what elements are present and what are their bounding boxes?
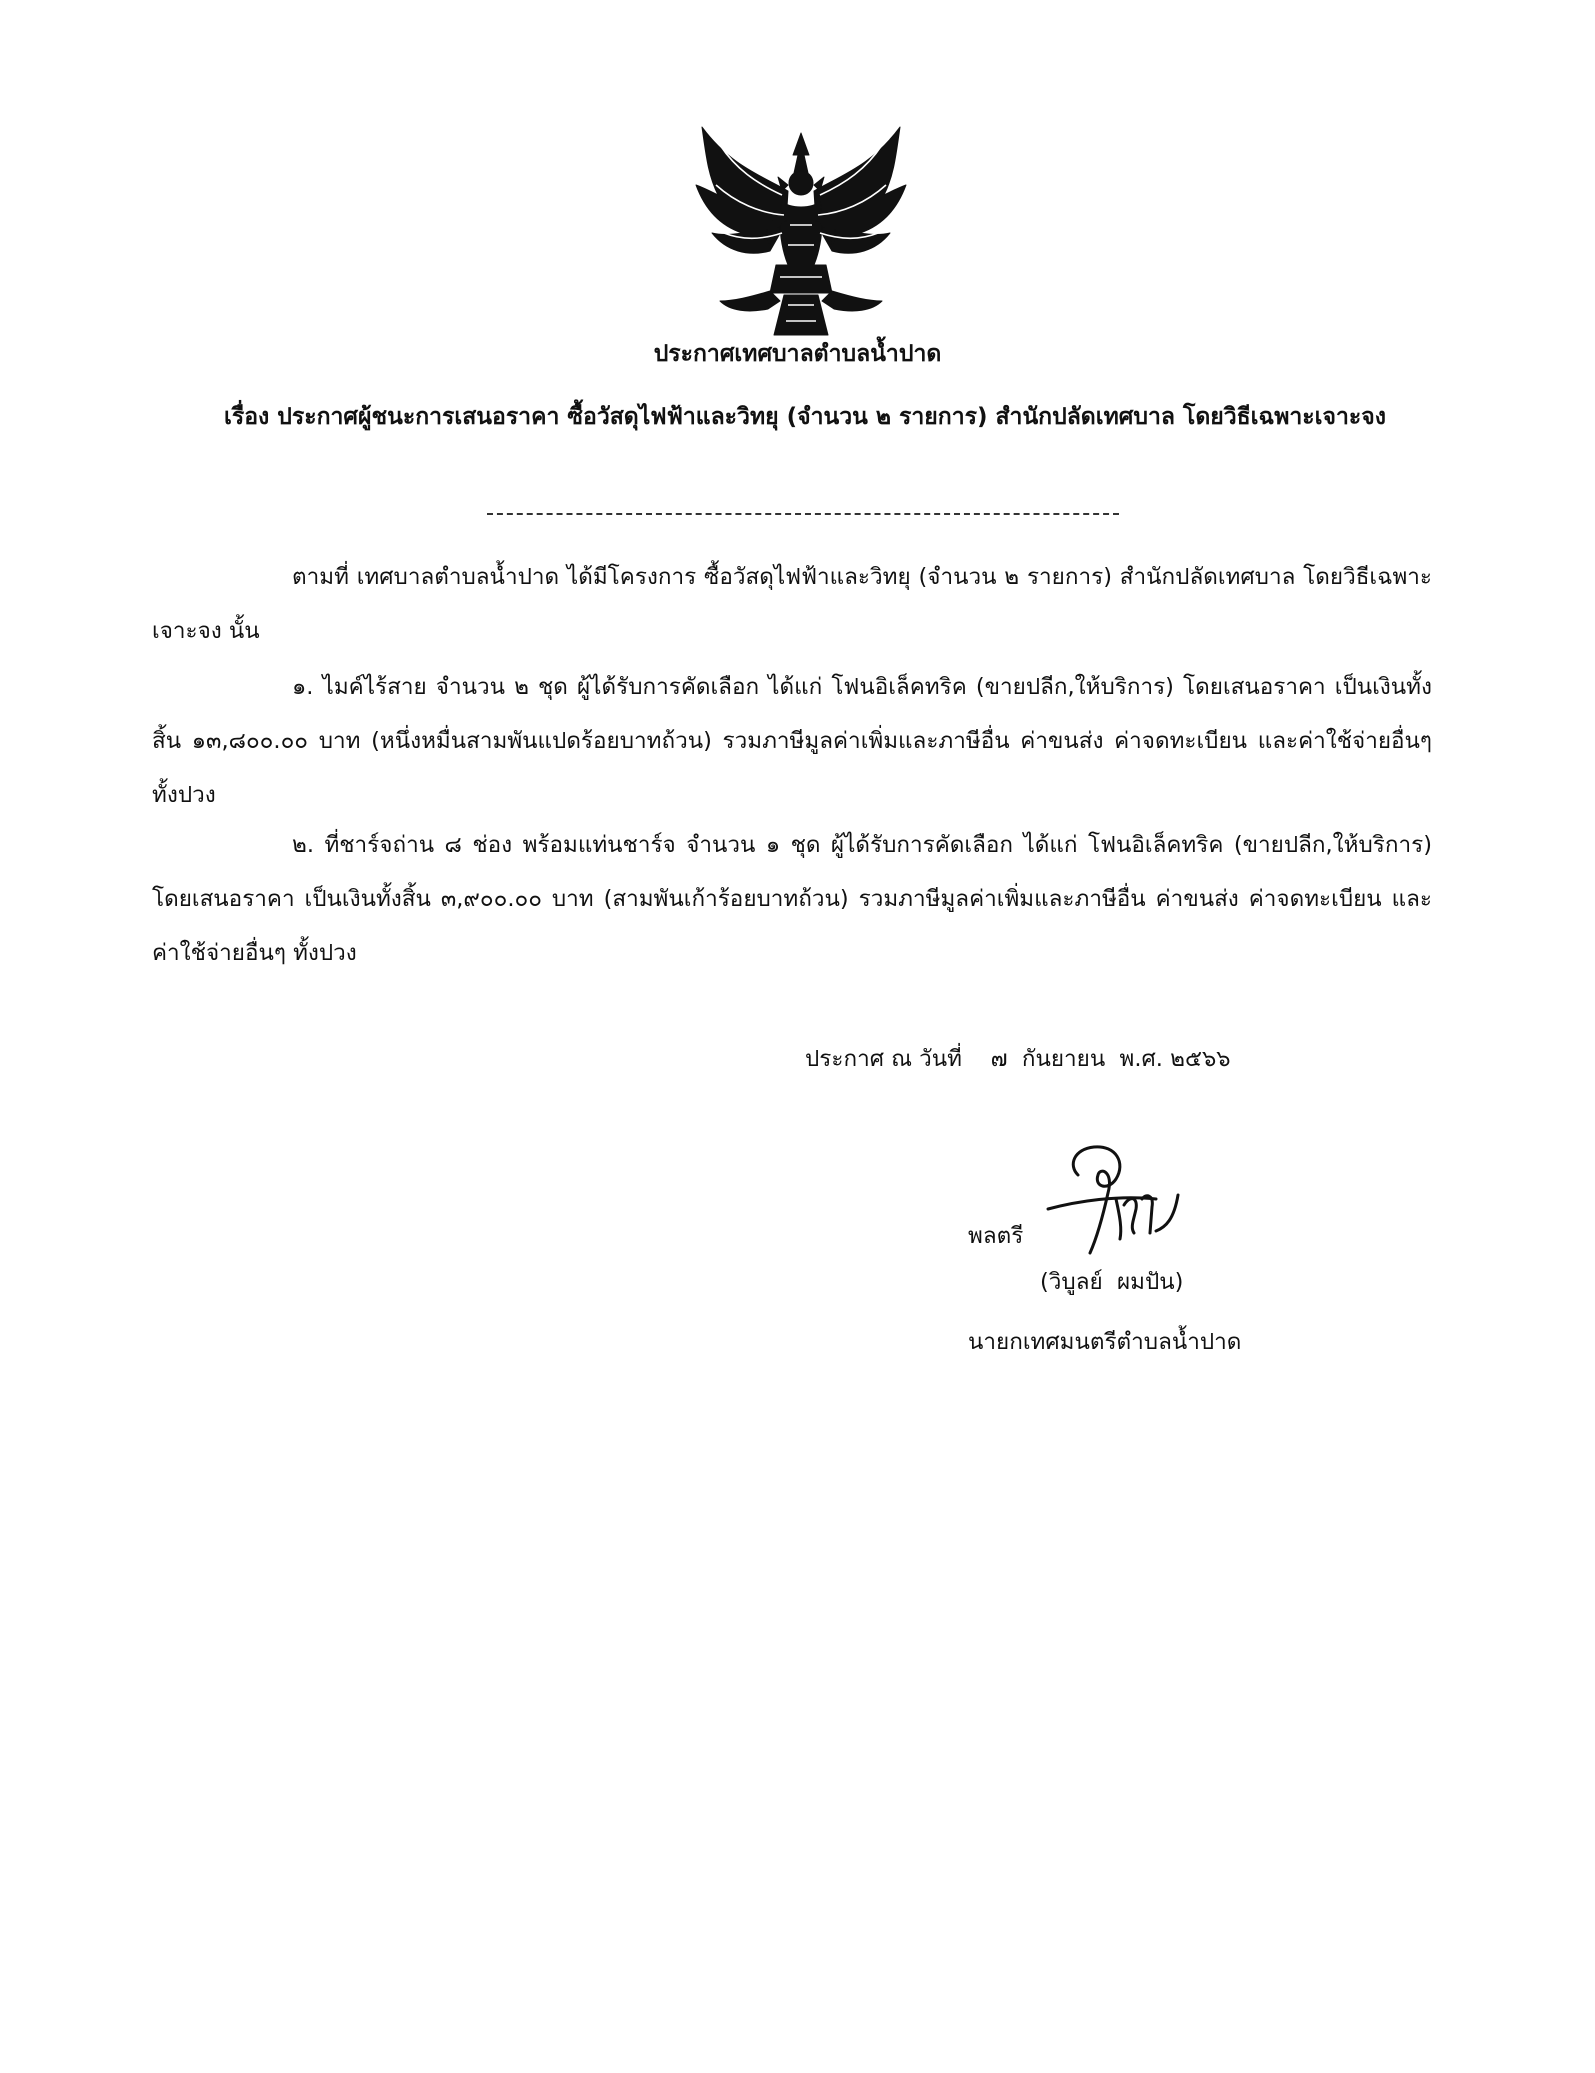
item-paragraph-1: ๑. ไมค์ไร้สาย จำนวน ๒ ชุด ผู้ได้รับการคัดเลือก ได้แก่ โฟนอิเล็คทริค (ขายปลีก,ให้บริการ) โดยเสนอราคา เป็นเงินทั้งสิ้น ๑๓,๘๐๐.๐๐ บาท (หนึ่งหมื่นสามพันแปดร้อยบาทถ้วน) รวมภาษีมูลค่าเพิ่มและภาษีอื่น ค่าขนส่ง ค่าจดทะเบียน และค่าใช้จ่ายอื่นๆ ทั้งปวง xyxy=(152,674,1432,808)
signer-position: นายกเทศมนตรีตำบลน้ำปาด xyxy=(968,1329,1242,1355)
dashed-divider xyxy=(487,513,1119,515)
announcement-date: ประกาศ ณ วันที่ ๗ กันยายน พ.ศ. ๒๕๖๖ xyxy=(805,1046,1231,1072)
item-paragraph-2: ๒. ที่ชาร์จถ่าน ๘ ช่อง พร้อมแท่นชาร์จ จำนวน ๑ ชุด ผู้ได้รับการคัดเลือก ได้แก่ โฟนอิเล็คทริค (ขายปลีก,ให้บริการ) โดยเสนอราคา เป็นเงินทั้งสิ้น ๓,๙๐๐.๐๐ บาท (สามพันเก้าร้อยบาทถ้วน) รวมภาษีมูลค่าเพิ่มและภาษีอื่น ค่าขนส่ง ค่าจดทะเบียน และค่าใช้จ่ายอื่นๆ ทั้งปวง xyxy=(152,832,1432,966)
signer-name: (วิบูลย์ ผมปัน) xyxy=(1040,1269,1184,1295)
handwritten-signature xyxy=(1038,1135,1188,1260)
garuda-emblem-icon xyxy=(690,125,912,340)
document-title: ประกาศเทศบาลตำบลน้ำปาด xyxy=(653,341,942,367)
signer-rank: พลตรี xyxy=(968,1223,1024,1249)
document-subject: เรื่อง ประกาศผู้ชนะการเสนอราคา ซื้อวัสดุไฟฟ้าและวิทยุ (จำนวน ๒ รายการ) สำนักปลัดเทศบาล โดยวิธีเฉพาะเจาะจง xyxy=(224,404,1386,430)
intro-paragraph: ตามที่ เทศบาลตำบลน้ำปาด ได้มีโครงการ ซื้อวัสดุไฟฟ้าและวิทยุ (จำนวน ๒ รายการ) สำนักปลัดเทศบาล โดยวิธีเฉพาะเจาะจง นั้น xyxy=(152,564,1432,644)
